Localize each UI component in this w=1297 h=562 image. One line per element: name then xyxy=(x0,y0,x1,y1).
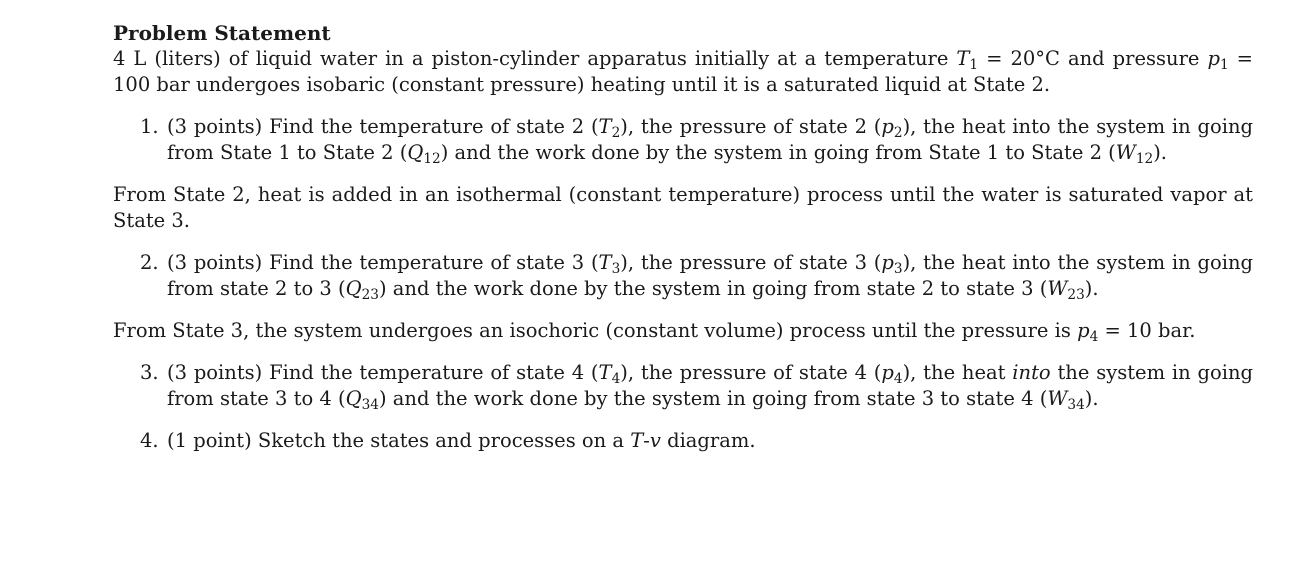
intro-text-3: = 100 bar undergoes isobaric (constant pressure) heating until it is a saturated liquid at State 2. xyxy=(113,47,1253,96)
question-list-3 xyxy=(113,360,1253,454)
intro-paragraph xyxy=(113,46,1253,98)
symbol-v-axis: v xyxy=(649,429,661,452)
symbol-T3: $T_3$ xyxy=(598,251,621,278)
item-number: 3. xyxy=(140,361,159,384)
symbol-T4: $T_4$ xyxy=(598,361,621,388)
symbol-p4-item: $p_4$ xyxy=(881,361,903,388)
item-number: 1. xyxy=(140,115,159,138)
emphasis-into: into xyxy=(1012,361,1051,384)
item-number: 2. xyxy=(140,251,159,274)
symbol-Q34: $Q_{34}$ xyxy=(345,387,379,414)
symbol-p4: $p_4$ xyxy=(1077,319,1099,346)
temperature-T1: $T_1$ xyxy=(956,47,979,74)
problem-document xyxy=(113,20,1253,454)
symbol-p3: $p_3$ xyxy=(881,251,903,278)
question-item-3: 3. (3 points) Find the temperature of state 4 $(T_4)$, the pressure of state 4 $(p_4)$, the heat into the system in going from state 3 to 4 $(Q_{34})$ and the work done by the system in going from state 3 to state 4 $(W_{34})$. xyxy=(140,361,1253,414)
symbol-Q12: $Q_{12}$ xyxy=(407,141,441,168)
problem-heading: Problem Statement xyxy=(113,21,331,45)
symbol-W12: $W_{12}$ xyxy=(1115,141,1154,168)
state2-paragraph: From State 2, heat is added in an isothermal (constant temperature) process until the water is saturated vapor at State 3. xyxy=(113,183,1253,232)
symbol-W34: $W_{34}$ xyxy=(1047,387,1085,414)
intro-text-1: 4 L (liters) of liquid water in a piston-cylinder apparatus initially at a temperature xyxy=(113,47,957,70)
symbol-T-axis: T xyxy=(630,429,644,452)
symbol-p2: $p_2$ xyxy=(881,115,903,142)
item-number: 4. xyxy=(140,429,159,452)
pressure-p1: $p_1$ xyxy=(1207,47,1229,74)
question-item-1: 1. (3 points) Find the temperature of state 2 $(T_2)$, the pressure of state 2 $(p_2)$, the heat into the system in going from State 1 to State 2 $(Q_{12})$ and the work done by the system in going from State 1 to State 2 $(W_{12})$. xyxy=(140,115,1253,168)
symbol-W23: $W_{23}$ xyxy=(1047,277,1085,304)
question-item-2: 2. (3 points) Find the temperature of state 3 $(T_3)$, the pressure of state 3 $(p_3)$, the heat into the system in going from state 2 to 3 $(Q_{23})$ and the work done by the system in going from state 2 to state 3 $(W_{23})$. xyxy=(140,251,1253,304)
state3-paragraph: From State 3, the system undergoes an isochoric (constant volume) process until the pressure is $p_4 = 10$ bar. xyxy=(113,319,1196,346)
symbol-Q23: $Q_{23}$ xyxy=(345,277,379,304)
question-list-1 xyxy=(113,114,1253,166)
symbol-T2: $T_2$ xyxy=(598,115,621,142)
question-list-2 xyxy=(113,250,1253,302)
question-item-4: 4. (1 point) Sketch the states and processes on a T-v diagram. xyxy=(140,429,756,452)
intro-text-2: = 20°C and pressure xyxy=(978,47,1208,70)
